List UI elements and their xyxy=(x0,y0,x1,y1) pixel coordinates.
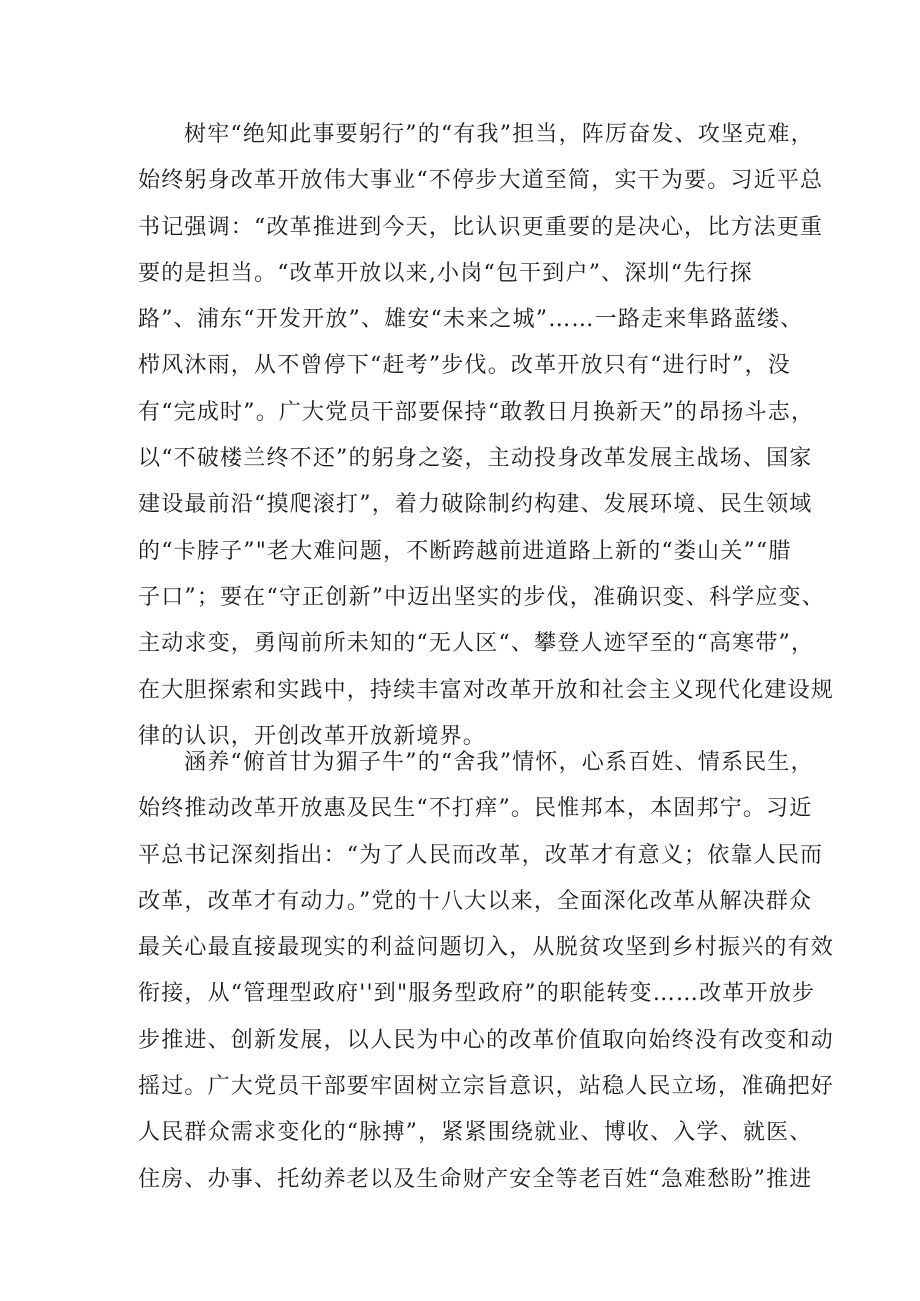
text-line: 摇过。广大党员干部要牢固树立宗旨意识，站稳人民立场，准确把好 xyxy=(138,1074,835,1100)
text-line: 树牢“绝知此事要躬行”的“有我”担当，阵厉奋发、攻坚克难， xyxy=(184,122,814,147)
text-line: 衔接，从“管理型政府''到"服务型政府”的职能转变……改革开放步 xyxy=(138,981,816,1007)
text-line: 改革，改革才有动力。”党的十八大以来，全面深化改革从解决群众 xyxy=(138,888,813,914)
text-line: 主动求变，勇闯前所未知的“无人区“、攀登人迹罕至的“高寒带”， xyxy=(138,631,815,657)
text-line: 涵养“俯首甘为猸子牛”的“舍我”情怀，心系百姓、情系民生， xyxy=(184,750,814,775)
text-line: 始终躬身改革开放伟大事业“不停步大道至简，实干为要。习近平总 xyxy=(138,168,824,194)
text-line: 子口”；要在“守正创新”中迈出坚实的步伐，准确识变、科学应变、 xyxy=(138,584,825,610)
text-line: 栉风沐雨，从不曾停下“赶考”步伐。改革开放只有“进行时”，没 xyxy=(138,353,791,379)
text-line: 始终推动改革开放惠及民生“不打痒”。民惟邦本，本固邦宁。习近 xyxy=(138,796,813,822)
text-line: 住房、办事、托幼养老以及生命财产安全等老百姓“急难愁盼”推进 xyxy=(138,1166,813,1192)
paragraph-2 xyxy=(138,740,835,1203)
text-line: 律的认识，开创改革开放新境界。 xyxy=(138,723,487,749)
text-line: 平总书记深刻指出：“为了人民而改革，改革才有意义；依靠人民而 xyxy=(138,842,824,868)
text-line: 的“卡脖子”"老大难问题，不断跨越前进道路上新的“娄山关”“腊 xyxy=(138,538,792,564)
text-line: 书记强调：“改革推进到今天，比认识更重要的是决心，比方法更重 xyxy=(138,214,824,240)
text-line: 路”、浦东“开发开放”、雄安“未来之城”……一路走来隼路蓝缕、 xyxy=(138,307,804,333)
text-line: 最关心最直接最现实的利益问题切入，从脱贫攻坚到乡村振兴的有效 xyxy=(138,935,835,961)
paragraph-1 xyxy=(138,112,835,760)
text-line: 在大胆探索和实践中，持续丰富对改革开放和社会主义现代化建设规 xyxy=(138,677,835,703)
text-line: 建设最前沿“摸爬滚打”，着力破除制约构建、发展环境、民生领域 xyxy=(138,492,813,518)
text-line: 步推进、创新发展，以人民为中心的改革价值取向始终没有改变和动 xyxy=(138,1027,835,1053)
text-line: 有“完成时”。广大党员干部要保持“敢教日月换新天”的昂扬斗志， xyxy=(138,399,815,425)
text-line: 以“不破楼兰终不还”的躬身之姿，主动投身改革发展主战场、国家 xyxy=(138,446,813,472)
text-line: 要的是担当。“改革开放以来,小岗“包干到户”、深圳“先行探 xyxy=(138,260,753,286)
text-line: 人民群众需求变化的“脉搏”，紧紧围绕就业、博收、入学、就医、 xyxy=(138,1120,813,1146)
